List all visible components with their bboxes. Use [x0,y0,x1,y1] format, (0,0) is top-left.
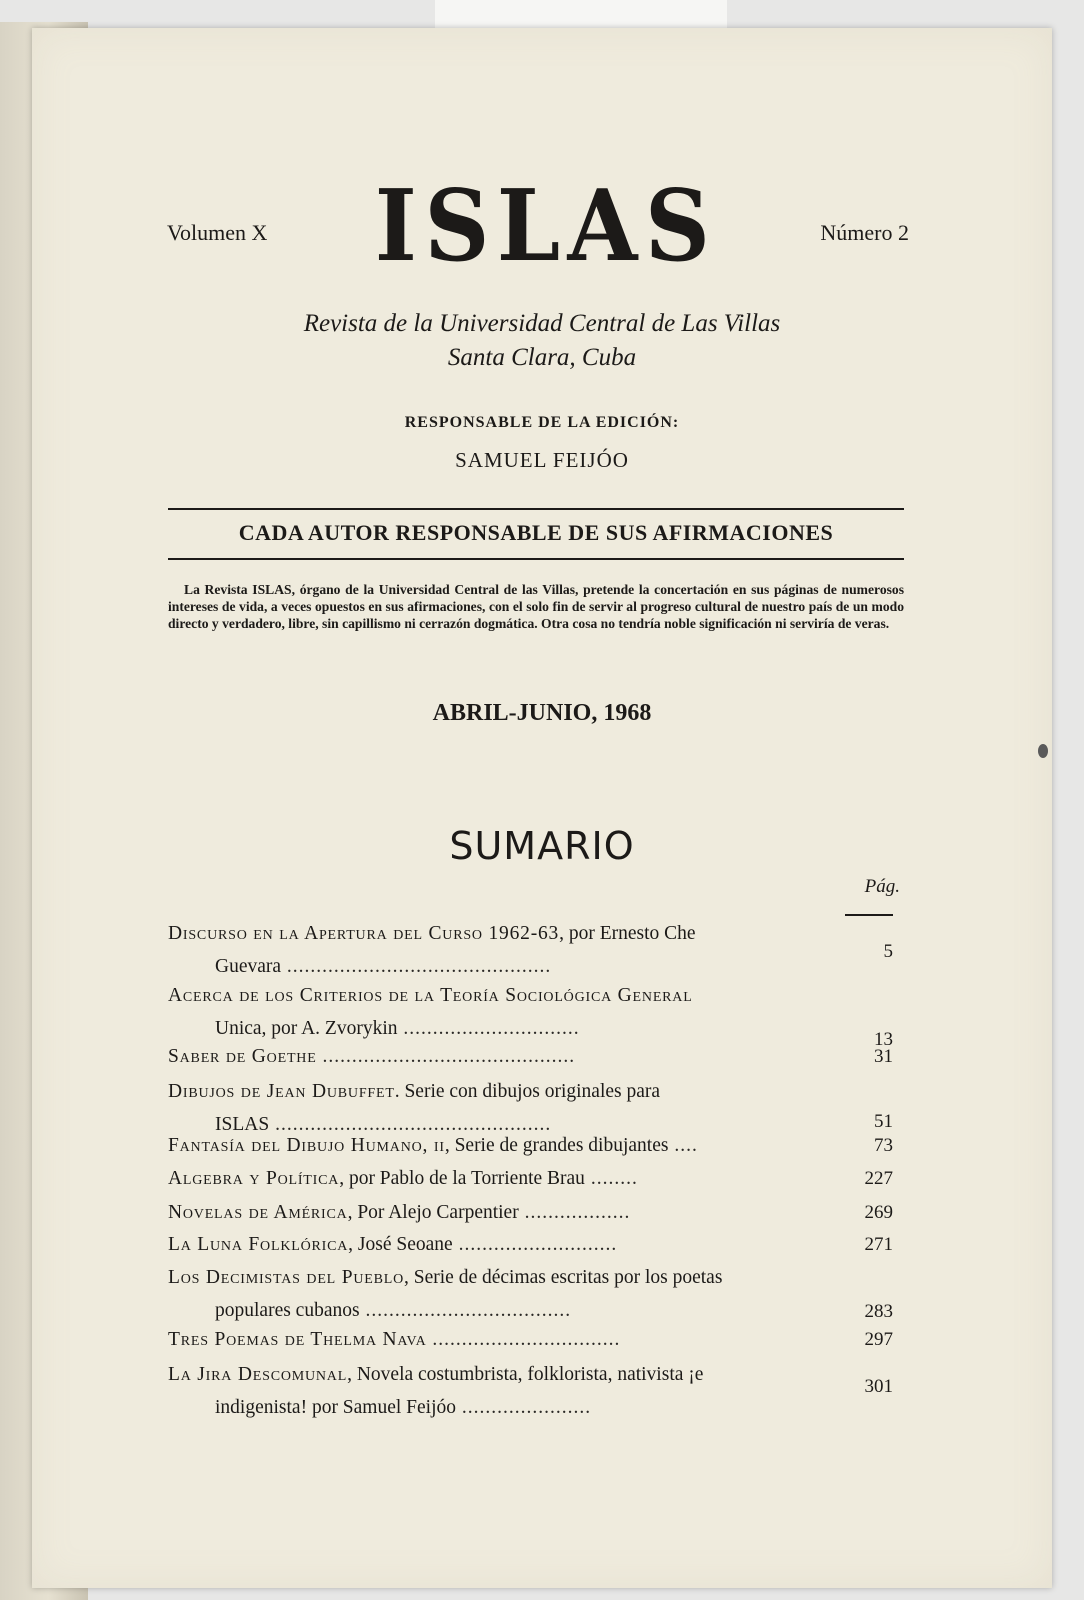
leader-dots: ........................................... [316,1046,576,1067]
toc-page-number: 13 [874,1029,893,1050]
toc-entry-text [168,1040,828,1073]
motto: CADA AUTOR RESPONSABLE DE SUS AFIRMACIONES [238,520,834,545]
toc-entry-text [168,1228,828,1261]
toc-entry-title: Acerca de los Criterios de la Teoría Sociológica General [168,985,693,1006]
toc-entry-line [168,1162,828,1195]
editor-name: SAMUEL FEIJÓO [455,448,629,472]
toc-entry-line [168,1040,828,1073]
bottom-rule [168,558,904,560]
toc-entry-rest: , José Seoane [348,1234,453,1255]
toc-entry-text [168,1162,828,1195]
leader-dots: ........................... [452,1234,618,1255]
toc-entry-line [168,1261,828,1294]
issue-date: ABRIL-JUNIO, 1968 [432,700,652,726]
toc-entry-title: Discurso en la Apertura del Curso 1962-63 [168,923,560,944]
toc-page-number: 301 [864,1376,893,1397]
leader-dots: ........ [584,1168,638,1189]
toc-entry-title: Los Decimistas del Pueblo [168,1267,405,1288]
leader-dots: ............................................... [269,1114,552,1135]
toc-entry [168,1129,893,1162]
volume-label: Volumen X [167,220,268,245]
toc-entry-continuation: indigenista! por Samuel Feijóo [215,1397,457,1418]
toc-entry-continuation: Unica, por A. Zvorykin [215,1018,398,1039]
toc-page-number: 5 [883,941,893,962]
toc-entry-rest: , por Ernesto Che [559,923,696,944]
leader-dots: ................................... [359,1300,572,1321]
toc-page-number: 283 [864,1301,893,1322]
toc-entry-continuation: ISLAS [215,1114,270,1135]
toc-entry-rest: , por Pablo de la Torriente Brau [339,1168,585,1189]
toc-entry-text [168,1129,828,1162]
editor-label: RESPONSABLE DE LA EDICIÓN: [404,414,680,431]
toc-entry-text [168,979,828,1045]
toc-page-number: 227 [864,1168,893,1189]
toc-entry-text [168,1261,828,1327]
leader-dots: ................................ [426,1329,621,1350]
toc-entry-rest: . Serie con dibujos originales para [394,1081,661,1102]
toc-entry-title: Tres Poemas de Thelma Nava [168,1329,427,1350]
toc-entry [168,979,893,1050]
leader-dots: ............................................. [281,956,552,977]
toc-entry-title: La Luna Folklórica [168,1234,349,1255]
toc-entry [168,1323,893,1356]
toc-entry-title: Novelas de América [168,1202,348,1223]
toc-entry-line [168,1129,828,1162]
toc-entry [168,1358,893,1424]
toc-page-number: 31 [874,1046,893,1067]
toc-page-number: 271 [864,1234,893,1255]
leader-dots: .... [668,1135,698,1156]
leader-dots: .............................. [397,1018,580,1039]
journal-title: ISLAS [374,169,718,284]
toc-entry-continuation: populares cubanos [215,1300,360,1321]
toc-entry-text [168,1323,828,1356]
toc-entry [168,1040,893,1073]
subtitle-line-2: Santa Clara, Cuba [447,344,637,371]
toc-entry-line [168,917,828,950]
toc-entry-line [168,1228,828,1261]
page-column-label: Pág. [864,876,900,897]
toc-entry-rest: , Serie de grandes dibujantes [444,1135,669,1156]
toc-entry [168,1261,893,1327]
toc-entry-title: Saber de Goethe [168,1046,317,1067]
subtitle-line-1: Revista de la Universidad Central de Las Villas [303,310,781,337]
toc-entry-title: Dibujos de Jean Dubuffet [168,1081,395,1102]
toc-entry-rest: , Novela costumbrista, folklorista, nativista ¡e [347,1364,704,1385]
toc-entry-line [168,979,828,1012]
toc-entry-title: La Jira Descomunal [168,1364,348,1385]
toc-entry-text [168,1358,828,1424]
toc-entry-line [168,1196,828,1229]
pin-hole [1038,744,1048,758]
toc-entry [168,1162,893,1195]
toc-entry-rest: , Por Alejo Carpentier [347,1202,519,1223]
toc-entry-line [168,1391,828,1424]
toc-entry-text [168,1196,828,1229]
toc-page-number: 297 [864,1329,893,1350]
toc-entry [168,917,893,983]
summary-heading: SUMARIO [449,824,635,868]
intro-paragraph: La Revista ISLAS, órgano de la Universidad Central de las Villas, pretende la concertación en sus páginas de numerosos intereses de vida, a veces opuestos en sus afirmaciones, con el solo fin de servir al progreso cultural de nuestro país de un modo directo y verdadero, libre, sin capillismo ni cerrazón dogmática. Otra cosa no tendría noble significación ni serviría de veras. [168,582,904,631]
toc-entry [168,1228,893,1261]
toc-entry [168,1196,893,1229]
page-column-rule [845,914,893,916]
toc-entry-line [168,1075,828,1108]
toc-page-number: 269 [864,1202,893,1223]
toc-entry-line [168,1323,828,1356]
toc-page-number: 73 [874,1135,893,1156]
toc-entry-rest: , Serie de décimas escritas por los poetas [404,1267,723,1288]
top-rule [168,508,904,510]
leader-dots: ...................... [456,1397,592,1418]
toc-page-number: 51 [874,1111,893,1132]
toc-entry-continuation: Guevara [215,956,282,977]
toc-entry-title: Fantasía del Dibujo Humano, ii [168,1135,445,1156]
leader-dots: .................. [518,1202,631,1223]
toc-entry-title: Algebra y Política [168,1168,340,1189]
issue-number: Número 2 [820,220,909,245]
toc-entry-text [168,917,828,983]
toc-entry-line [168,1358,828,1391]
